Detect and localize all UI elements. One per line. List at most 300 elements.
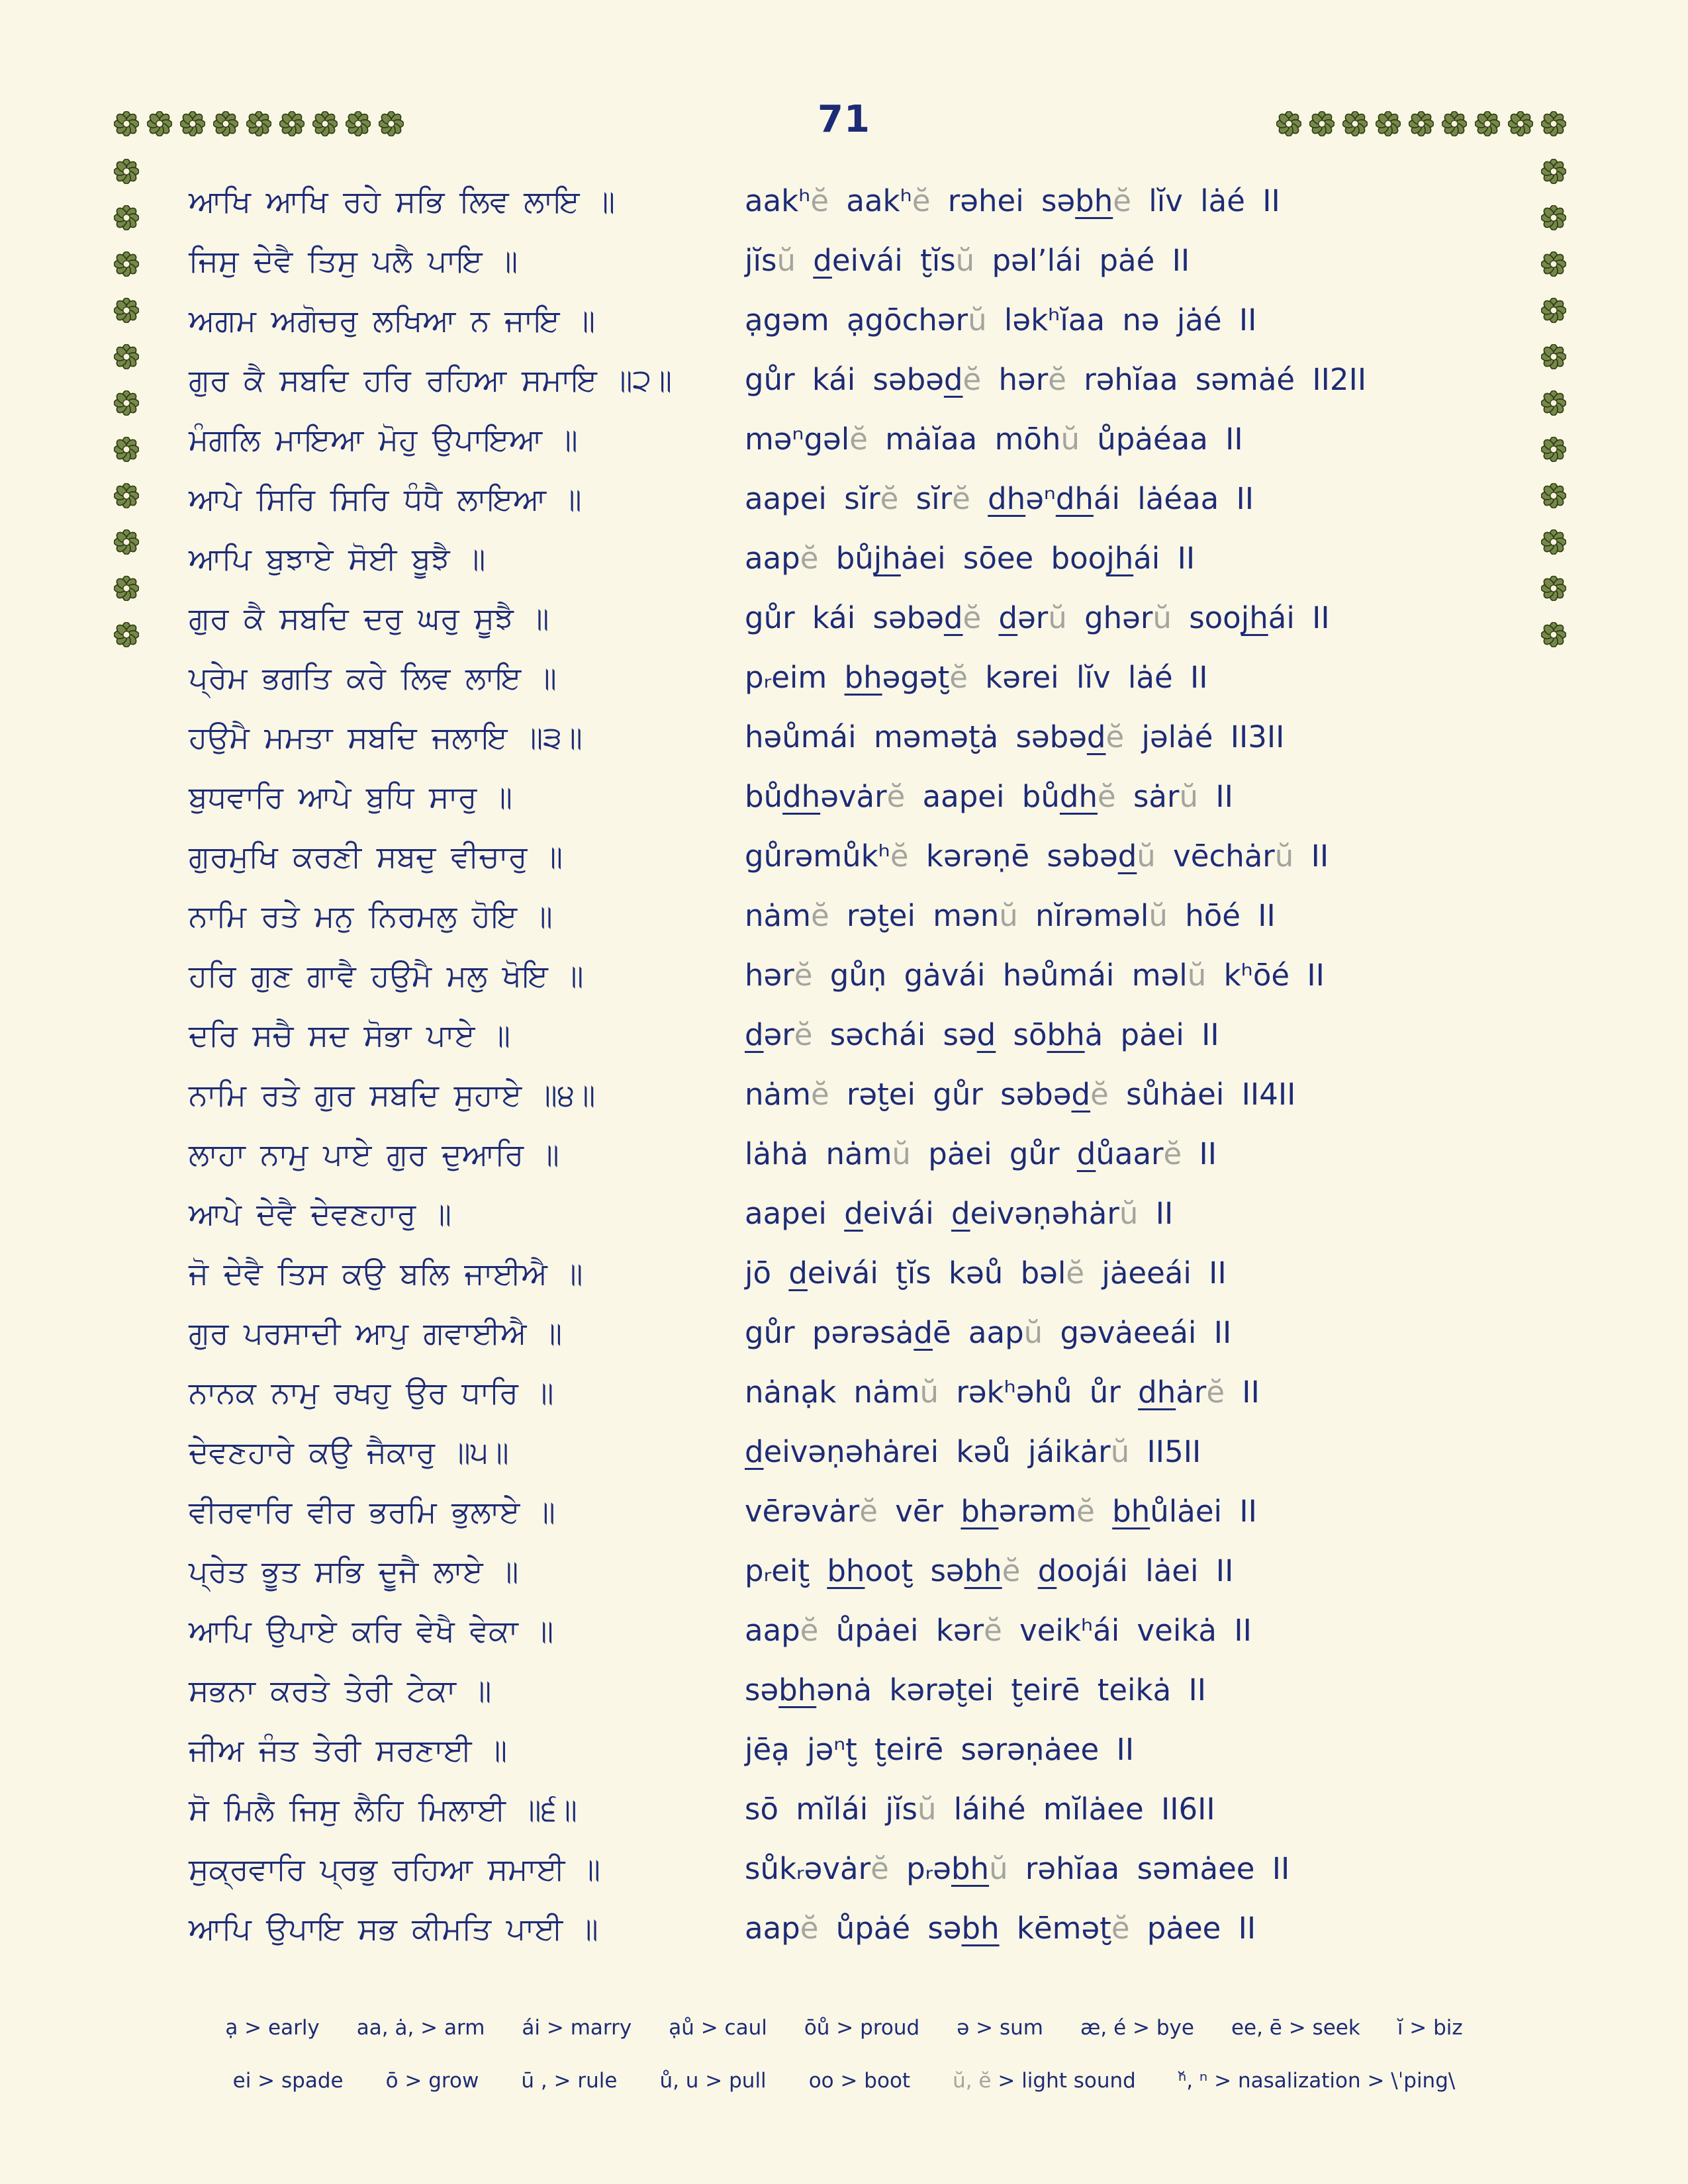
underlined-letter: dh	[1138, 1375, 1176, 1410]
text-run: vērəvȧr	[745, 1494, 860, 1529]
text-run: bů	[818, 541, 874, 576]
silent-vowel: ŭ	[955, 243, 975, 278]
silent-vowel: ŭ	[917, 1792, 937, 1827]
underlined-letter: bh	[1112, 1494, 1150, 1529]
silent-vowel: ĕ	[1090, 1077, 1109, 1112]
gurmukhi-text: ਸੁਕ੍ਰਵਾਰਿ ਪ੍ਰਭੁ ਰਹਿਆ ਸਮਾਈ ॥	[189, 1851, 601, 1887]
text-run: ůpȧei kər	[818, 1613, 984, 1648]
text-run: eivái	[863, 1196, 951, 1231]
pronunciation-key-entry	[669, 2016, 767, 2040]
underlined-letter: dh	[1059, 779, 1098, 814]
pronunciation-key-entry	[386, 2069, 479, 2093]
silent-vowel: ŭ	[1187, 958, 1207, 993]
underlined-letter: bh	[961, 1494, 999, 1529]
text-run: æ, é > bye	[1080, 2016, 1194, 2040]
underlined-letter: jh	[873, 541, 901, 576]
text-run: sĭr	[898, 481, 953, 516]
underlined-letter: d	[951, 1196, 970, 1231]
verse-row	[0, 1550, 1688, 1610]
text-run: ůpȧé sə	[818, 1911, 962, 1946]
text-run: ū , > rule	[521, 2069, 618, 2093]
underlined-letter: jh	[1241, 600, 1268, 635]
text-run: ənȧ kərət̮ei t̮eirē teikȧ II	[816, 1672, 1207, 1707]
text-run: rəhei sə	[930, 183, 1076, 218]
flower-icon	[1376, 111, 1402, 138]
pronunciation-key-entry	[957, 2016, 1043, 2040]
text-run: sȧr	[1115, 779, 1180, 814]
verse-row	[0, 1073, 1688, 1133]
transliteration-text	[745, 299, 1256, 341]
verse-row	[0, 1669, 1688, 1729]
gurmukhi-text: ਗੁਰ ਕੈ ਸਬਦਿ ਹਰਿ ਰਹਿਆ ਸਮਾਇ ॥੨॥	[189, 362, 673, 398]
silent-vowel: ĕ	[949, 660, 968, 695]
silent-vowel: ĕ	[794, 958, 813, 993]
gurmukhi-text: ਮੰਗਲਿ ਮਾਇਆ ਮੋਹੁ ਉਪਾਇਆ ॥	[189, 422, 578, 457]
silent-vowel: ŭ	[1137, 839, 1156, 874]
text-run: ē aap	[932, 1315, 1024, 1350]
text-run: II	[1138, 1196, 1174, 1231]
pronunciation-key-entry	[1080, 2016, 1194, 2040]
silent-vowel: ŭ	[892, 1136, 911, 1171]
verse-row	[0, 716, 1688, 776]
text-run: pᵣeit̮	[745, 1553, 827, 1588]
text-run: əⁿ	[1025, 481, 1056, 516]
text-run	[981, 600, 998, 635]
transliteration-text	[745, 1669, 1206, 1711]
silent-vowel: ĕ	[1111, 1911, 1130, 1946]
text-run: ái > marry	[522, 2016, 632, 2040]
text-run: rəhĭaa səmȧee II	[1008, 1851, 1290, 1886]
text-run: ər	[763, 1017, 794, 1052]
gurmukhi-text: ਪ੍ਰੇਮ ਭਗਤਿ ਕਰੇ ਲਿਵ ਲਾਇ ॥	[189, 660, 557, 696]
silent-vowel: ŭ, ĕ	[953, 2069, 992, 2093]
silent-vowel: ŭ	[989, 1851, 1008, 1886]
text-run: > light sound	[991, 2069, 1136, 2093]
text-run: ů, u > pull	[659, 2069, 767, 2093]
text-run: II	[1198, 779, 1233, 814]
silent-vowel: ĕ	[886, 779, 906, 814]
pronunciation-key-entry	[1231, 2016, 1360, 2040]
silent-vowel: ĕ	[810, 1077, 829, 1112]
text-run: ȧei sōee boo	[900, 541, 1107, 576]
text-run: gůr kái səbə	[745, 362, 944, 397]
text-run: pəl’lái pȧé II	[974, 243, 1190, 278]
text-run: ạ > early	[225, 2016, 320, 2040]
text-run: gůr pərəsȧ	[745, 1315, 914, 1350]
silent-vowel: ĕ	[1105, 719, 1125, 754]
underlined-letter: bh	[844, 660, 882, 695]
transliteration-text	[745, 359, 1366, 401]
text-run: gəvȧeeái II	[1043, 1315, 1232, 1350]
text-run: ei > spade	[232, 2069, 344, 2093]
text-run: aap	[745, 1613, 800, 1648]
underlined-letter: d	[998, 600, 1018, 635]
verse-row	[0, 657, 1688, 716]
verse-row	[0, 180, 1688, 240]
transliteration-text	[745, 240, 1190, 282]
underlined-letter: bh	[951, 1851, 990, 1886]
gurmukhi-text: ਆਖਿ ਆਖਿ ਰਹੇ ਸਭਿ ਲਿਵ ਲਾਇ ॥	[189, 183, 616, 219]
text-run: sə	[745, 1672, 779, 1707]
silent-vowel: ĕ	[1113, 183, 1131, 218]
text-run: láihé mĭlȧee II6II	[936, 1792, 1215, 1827]
underlined-letter: d	[1076, 1136, 1096, 1171]
silent-vowel: ŭ	[919, 1375, 939, 1410]
silent-vowel: ĕ	[859, 1494, 878, 1529]
transliteration-text	[745, 1610, 1252, 1652]
flower-icon	[213, 111, 240, 138]
text-run: rət̮ei gůr səbə	[829, 1077, 1072, 1112]
verse-row	[0, 895, 1688, 954]
text-run: II5II	[1129, 1434, 1201, 1469]
text-run: sůhȧei II4II	[1108, 1077, 1296, 1112]
text-run	[1095, 1494, 1112, 1529]
flower-icon	[1276, 111, 1303, 138]
gurmukhi-text: ਜਿਸੁ ਦੇਵੈ ਤਿਸੁ ਪਲੈ ਪਾਇ ॥	[189, 243, 518, 279]
verse-row	[0, 1729, 1688, 1788]
transliteration-text	[745, 1431, 1201, 1473]
transliteration-text	[745, 1371, 1260, 1414]
text-run: məⁿgəl	[745, 422, 850, 457]
verse-row	[0, 1252, 1688, 1312]
verse-row	[0, 478, 1688, 537]
text-run: jō	[745, 1255, 789, 1291]
flower-icon	[346, 111, 372, 138]
flower-icon	[1409, 111, 1435, 138]
flower-icon	[246, 111, 273, 138]
text-run: gůr kái səbə	[745, 600, 944, 635]
gurmukhi-text: ਬੁਧਵਾਰਿ ਆਪੇ ਬੁਧਿ ਸਾਰੁ ॥	[189, 779, 512, 815]
underlined-letter: d	[943, 362, 963, 397]
silent-vowel: ŭ	[1060, 422, 1080, 457]
underlined-letter: jh	[1106, 541, 1134, 576]
gurmukhi-text: ਗੁਰ ਪਰਸਾਦੀ ਆਪੁ ਗਵਾਈਐ ॥	[189, 1315, 563, 1351]
text-run: pȧee II	[1129, 1911, 1256, 1946]
silent-vowel: ĕ	[794, 1017, 813, 1052]
transliteration-text	[745, 537, 1195, 580]
underlined-letter: dh	[782, 779, 821, 814]
silent-vowel: ĕ	[1066, 1255, 1085, 1291]
text-run: ə > sum	[957, 2016, 1043, 2040]
silent-vowel: ŭ	[1119, 1196, 1139, 1231]
underlined-letter: bh	[1047, 1017, 1085, 1052]
verse-row	[0, 954, 1688, 1014]
text-run: oot̮ sə	[865, 1553, 964, 1588]
transliteration-text	[745, 180, 1280, 222]
silent-vowel: ŭ	[1149, 898, 1168, 933]
transliteration-text	[745, 954, 1325, 997]
pronunciation-key-entry	[522, 2016, 632, 2040]
verse-row	[0, 240, 1688, 299]
text-run: gůṇ gȧvái həůmái məl	[812, 958, 1188, 993]
gurmukhi-text: ਹਉਮੈ ਮਮਤਾ ਸਬਦਿ ਜਲਾਇ ॥੩॥	[189, 719, 583, 755]
text-run: ōů > proud	[804, 2016, 920, 2040]
text-run: jēạ jəⁿt̮ t̮eirē sərəṇȧee II	[745, 1732, 1135, 1767]
pronunciation-key-row-1	[0, 2016, 1688, 2040]
verse-row	[0, 1371, 1688, 1431]
flower-icon	[147, 111, 173, 138]
silent-vowel: ĕ	[1206, 1375, 1225, 1410]
verse-row	[0, 418, 1688, 478]
underlined-letter: dh	[988, 481, 1026, 516]
gurmukhi-text: ਨਾਮਿ ਰਤੇ ਗੁਰ ਸਬਦਿ ਸੁਹਾਏ ॥੪॥	[189, 1077, 596, 1113]
text-run: kərei lĭv lȧé II	[967, 660, 1208, 695]
verse-row	[0, 359, 1688, 418]
transliteration-text	[745, 478, 1254, 520]
text-run: veikʰái veikȧ II	[1002, 1613, 1252, 1648]
transliteration-text	[745, 657, 1208, 699]
verse-row	[0, 1610, 1688, 1669]
verse-row	[0, 1848, 1688, 1907]
text-run: ghər	[1066, 600, 1153, 635]
text-run: ər	[1017, 600, 1049, 635]
silent-vowel: ĕ	[810, 898, 829, 933]
underlined-letter: d	[1071, 1077, 1091, 1112]
underlined-letter: d	[745, 1434, 764, 1469]
text-run: ⁿ̆, ⁿ > nasalization > \ˈping\	[1178, 2069, 1456, 2093]
verse-row	[0, 1490, 1688, 1550]
underlined-letter: bh	[778, 1672, 817, 1707]
text-run: ȧ pȧei II	[1084, 1017, 1219, 1052]
gurmukhi-text: ਜੋ ਦੇਵੈ ਤਿਸ ਕਉ ਬਲਿ ਜਾਈਐ ॥	[189, 1255, 583, 1291]
silent-vowel: ĕ	[849, 422, 868, 457]
text-run: aakʰ	[745, 183, 811, 218]
text-run: oojái lȧei II	[1056, 1553, 1234, 1588]
silent-vowel: ĕ	[962, 600, 982, 635]
gurmukhi-text: ਗੁਰ ਕੈ ਸਬਦਿ ਦਰੁ ਘਰੁ ਸੂਝੈ ॥	[189, 600, 549, 636]
text-run: lȧhȧ nȧm	[745, 1136, 892, 1171]
silent-vowel: ĕ	[890, 839, 909, 874]
verse-row	[0, 597, 1688, 657]
pronunciation-key-entry	[357, 2016, 485, 2040]
verse-row	[0, 1133, 1688, 1193]
silent-vowel: ĕ	[1097, 779, 1116, 814]
underlined-letter: d	[1037, 1553, 1057, 1588]
text-run: ái II	[1133, 541, 1196, 576]
gurmukhi-text: ਜੀਅ ਜੰਤ ਤੇਰੀ ਸਰਣਾਈ ॥	[189, 1732, 508, 1768]
flower-icon	[1442, 111, 1468, 138]
text-run	[970, 481, 988, 516]
pronunciation-key-entry	[809, 2069, 910, 2093]
text-run: II	[1225, 1375, 1260, 1410]
underlined-letter: bh	[1075, 183, 1113, 218]
text-run: ərəm	[998, 1494, 1077, 1529]
flower-icon	[1541, 111, 1568, 138]
text-run: pᵣə	[888, 1851, 951, 1886]
flower-icon	[114, 111, 140, 138]
silent-vowel: ŭ	[1152, 600, 1172, 635]
silent-vowel: ĕ	[1076, 1494, 1095, 1529]
text-run: kʰōé II	[1206, 958, 1325, 993]
text-run: jȧeeái II	[1084, 1255, 1227, 1291]
transliteration-text	[745, 1312, 1231, 1354]
pronunciation-key-entry	[233, 2069, 344, 2093]
text-run: sůkᵣəvȧr	[745, 1851, 871, 1886]
verse-row	[0, 1193, 1688, 1252]
pronunciation-key-entry	[659, 2069, 766, 2093]
silent-vowel: ŭ	[1179, 779, 1199, 814]
silent-vowel: ĕ	[800, 1613, 819, 1648]
underlined-letter: d	[943, 600, 963, 635]
pronunciation-key-entry	[1397, 2016, 1463, 2040]
underlined-letter: d	[844, 1196, 863, 1231]
text-run: aapei bů	[905, 779, 1060, 814]
text-run: lĭv lȧé II	[1131, 183, 1280, 218]
transliteration-text	[745, 1550, 1233, 1592]
silent-vowel: ŭ	[999, 898, 1018, 933]
gurmukhi-text: ਦਰਿ ਸਚੈ ਸਦ ਸੋਭਾ ਪਾਏ ॥	[189, 1017, 511, 1053]
underlined-letter: dh	[1055, 481, 1094, 516]
pronunciation-key-entry	[1178, 2069, 1455, 2093]
pronunciation-key-row-2	[0, 2069, 1688, 2093]
text-run: jəlȧé II3II	[1124, 719, 1285, 754]
text-run: kēmət̮	[999, 1911, 1111, 1946]
underlined-letter: d	[1117, 839, 1137, 874]
text-run: mȧĭaa mōh	[867, 422, 1061, 457]
text-run: sō mĭlái jĭs	[745, 1792, 917, 1827]
silent-vowel: ĕ	[800, 1911, 819, 1946]
gurmukhi-text: ਆਪੇ ਸਿਰਿ ਸਿਰਿ ਧੰਧੈ ਲਾਇਆ ॥	[189, 481, 582, 517]
silent-vowel: ĕ	[984, 1613, 1002, 1648]
silent-vowel: ŭ	[1048, 600, 1067, 635]
transliteration-text	[745, 1133, 1217, 1175]
verse-row	[0, 1014, 1688, 1073]
text-run: ō > grow	[385, 2069, 479, 2093]
gurmukhi-text: ਸਭਨਾ ਕਰਤੇ ਤੇਰੀ ਟੇਕਾ ॥	[189, 1672, 492, 1708]
verse-row	[0, 299, 1688, 359]
pronunciation-key-entry	[521, 2069, 617, 2093]
pronunciation-key-entry	[225, 2016, 319, 2040]
text-run: nĭrəməl	[1017, 898, 1149, 933]
text-run: əgət̮	[882, 660, 950, 695]
text-run: hōé II	[1167, 898, 1276, 933]
gurmukhi-text: ਦੇਵਣਹਾਰੇ ਕਉ ਜੈਕਾਰੁ ॥੫॥	[189, 1434, 509, 1470]
transliteration-text	[745, 1788, 1215, 1831]
text-run: vēr	[877, 1494, 961, 1529]
underlined-letter: d	[788, 1255, 808, 1291]
verse-row	[0, 1907, 1688, 1967]
silent-vowel: ŭ	[1110, 1434, 1130, 1469]
text-run: rəhĭaa səmȧé II2II	[1066, 362, 1367, 397]
transliteration-text	[745, 835, 1329, 878]
gurmukhi-text: ਆਪਿ ਉਪਾਏ ਕਰਿ ਵੇਖੈ ਵੇਕਾ ॥	[189, 1613, 554, 1649]
text-run: rət̮ei mən	[829, 898, 1000, 933]
text-run: ůaar	[1096, 1136, 1164, 1171]
verse-row	[0, 776, 1688, 835]
text-run: eivəṇəhȧrei kəů jáikȧr	[763, 1434, 1111, 1469]
silent-vowel: ĕ	[1002, 1553, 1021, 1588]
verse-row	[0, 835, 1688, 895]
underlined-letter: bh	[961, 1911, 1000, 1946]
transliteration-text	[745, 1252, 1227, 1295]
text-run: aa, ȧ, > arm	[356, 2016, 485, 2040]
silent-vowel: ĕ	[880, 481, 899, 516]
text-run: II	[1182, 1136, 1217, 1171]
underlined-letter: bh	[964, 1553, 1002, 1588]
silent-vowel: ĕ	[962, 362, 982, 397]
text-run: nȧm	[745, 898, 811, 933]
text-run: oo > boot	[808, 2069, 911, 2093]
text-run: pȧei gůr	[910, 1136, 1077, 1171]
gurmukhi-text: ਸੋ ਮਿਲੈ ਜਿਸੁ ਲੈਹਿ ਮਿਲਾਈ ॥੬॥	[189, 1792, 578, 1827]
transliteration-text	[745, 1490, 1257, 1533]
text-run: II	[1293, 839, 1329, 874]
verse-row	[0, 1788, 1688, 1848]
transliteration-text	[745, 1193, 1173, 1235]
gurmukhi-text: ਨਾਨਕ ਨਾਮੁ ਰਖਹੁ ਉਰ ਧਾਰਿ ॥	[189, 1375, 554, 1410]
text-run: eivái t̮ĭs kəů bəl	[807, 1255, 1066, 1291]
text-run: hər	[745, 958, 794, 993]
silent-vowel: ĕ	[870, 1851, 889, 1886]
silent-vowel: ŭ	[1023, 1315, 1043, 1350]
text-run: vēchȧr	[1155, 839, 1275, 874]
silent-vowel: ŭ	[968, 302, 987, 338]
text-run: ůlȧei II	[1150, 1494, 1257, 1529]
transliteration-text	[745, 418, 1243, 461]
text-run: eivái t̮ĭs	[831, 243, 956, 278]
gurmukhi-text: ਗੁਰਮੁਖਿ ਕਰਣੀ ਸਬਦੁ ਵੀਚਾਰੁ ॥	[189, 839, 563, 874]
gurmukhi-text: ਪ੍ਰੇਤ ਭੂਤ ਸਭਿ ਦੂਜੈ ਲਾਏ ॥	[189, 1553, 519, 1589]
text-run: eivəṇəhȧr	[970, 1196, 1119, 1231]
underlined-letter: d	[745, 1017, 764, 1052]
text-run	[796, 243, 813, 278]
silent-vowel: ŭ	[1274, 839, 1294, 874]
text-run: aapei sĭr	[745, 481, 880, 516]
text-run: ạgəm ạgōchər	[745, 302, 968, 338]
text-run: ůpȧéaa II	[1079, 422, 1243, 457]
text-run: ái lȧéaa II	[1093, 481, 1254, 516]
transliteration-text	[745, 1014, 1219, 1056]
silent-vowel: ŭ	[776, 243, 796, 278]
text-run: həůmái məmət̮ȧ səbə	[745, 719, 1087, 754]
gurmukhi-text: ਆਪਿ ਬੁਝਾਏ ਸੋਈ ਬੂਝੈ ॥	[189, 541, 486, 576]
text-run: aap	[745, 1911, 800, 1946]
text-run: hər	[981, 362, 1049, 397]
text-run: ạů > caul	[669, 2016, 767, 2040]
underlined-letter: d	[813, 243, 832, 278]
silent-vowel: ĕ	[810, 183, 829, 218]
gurmukhi-text: ਆਪੇ ਦੇਵੈ ਦੇਵਣਹਾਰੁ ॥	[189, 1196, 451, 1232]
gurmukhi-text: ਆਪਿ ਉਪਾਇ ਸਭ ਕੀਮਤਿ ਪਾਈ ॥	[189, 1911, 598, 1946]
flower-icon	[1508, 111, 1534, 138]
flower-icon	[180, 111, 207, 138]
verse-row	[0, 537, 1688, 597]
verse-row	[0, 1312, 1688, 1371]
text-run: nȧm	[745, 1077, 811, 1112]
flower-icon	[1475, 111, 1501, 138]
transliteration-text	[745, 776, 1233, 818]
silent-vowel: ĕ	[952, 481, 970, 516]
pronunciation-key-entry	[953, 2069, 1136, 2093]
transliteration-text	[745, 716, 1284, 758]
text-run: aapei	[745, 1196, 845, 1231]
text-run: ĭ > biz	[1397, 2016, 1463, 2040]
text-run: ləkʰĭaa nə jȧé II	[986, 302, 1257, 338]
text-run: aakʰ	[829, 183, 912, 218]
text-run: ái II	[1268, 600, 1330, 635]
text-run: ee, ē > seek	[1231, 2016, 1360, 2040]
transliteration-text	[745, 1907, 1256, 1950]
text-run: kərəṇē səbə	[908, 839, 1118, 874]
text-run: ȧr	[1176, 1375, 1207, 1410]
flower-icon	[312, 111, 339, 138]
text-run: pᵣeim	[745, 660, 845, 695]
flower-icon	[379, 111, 405, 138]
underlined-letter: d	[976, 1017, 996, 1052]
underlined-letter: bh	[827, 1553, 865, 1588]
silent-vowel: ĕ	[912, 183, 931, 218]
transliteration-text	[745, 597, 1330, 639]
